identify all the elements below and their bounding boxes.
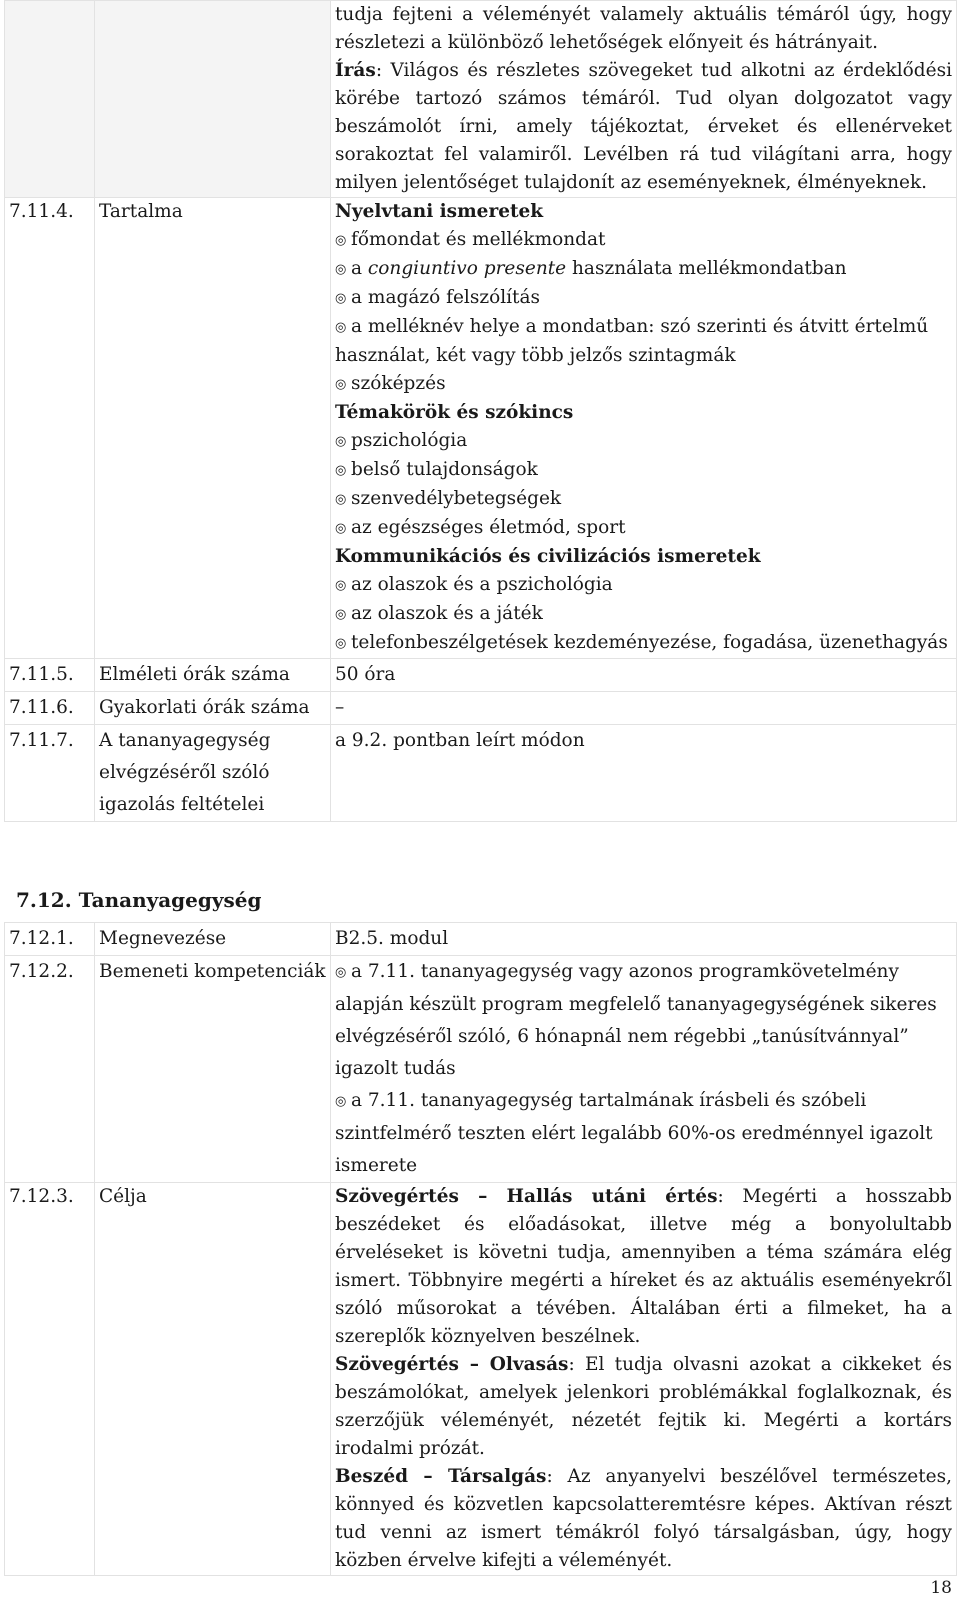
goal-paragraph: Szövegértés – Olvasás: El tudja olvasni azokat a cikkeket és beszámolókat, amelyek jelenkori problémákkal foglalkoznak, és szerzőjük véleményét, nézetét fejtik ki. Megérti a kortárs irodalmi prózát.	[335, 1354, 952, 1459]
list-item: ◎ szóképzés	[335, 370, 952, 399]
group-heading: Kommunikációs és civilizációs ismeretek	[335, 546, 761, 567]
row-number: 7.11.6.	[5, 692, 95, 725]
list-item: ◎ pszichológia	[335, 427, 952, 456]
list-item: ◎ a melléknév helye a mondatban: szó szerinti és átvitt értelmű használat, két vagy több jelzős szintagmák	[335, 316, 929, 366]
goal-paragraph: Szövegértés – Hallás utáni értés: Megérti a hosszabb beszédeket és előadásokat, illetve még a bonyolultabb érveléseket is követni tudja, amennyiben a téma számára elég ismert. Többnyire megérti a híreket és az aktuális eseményekről szóló műsorokat a tévében. Általában érti a filmeket, ha a szereplők köznyelven beszélnek.	[335, 1186, 952, 1347]
row-number: 7.12.1.	[5, 923, 95, 956]
row-number: 7.11.5.	[5, 659, 95, 692]
intro-text: tudja fejteni a véleményét valamely aktuális témáról úgy, hogy részletezi a különböző lehetőségek előnyeit és hátrányait.	[335, 4, 952, 53]
row-label: Tartalma	[95, 198, 331, 659]
list-item: ◎ a magázó felszólítás	[335, 284, 952, 313]
practice-hours-row	[5, 692, 957, 725]
name-row	[5, 923, 957, 956]
row-label: Célja	[95, 1183, 331, 1576]
page-number: 18	[930, 1578, 952, 1598]
list-item: ◎ az olaszok és a pszichológia	[335, 571, 952, 600]
writing-label: Írás	[335, 60, 376, 81]
goals-continuation-row	[5, 1, 957, 198]
empty-label-cell	[95, 1, 331, 198]
group-heading: Nyelvtani ismeretek	[335, 201, 544, 222]
bullet-icon: ◎	[335, 578, 347, 593]
row-label: Elméleti órák száma	[95, 659, 331, 692]
row-label: Bemeneti kompetenciák	[95, 956, 331, 1183]
row-number: 7.12.3.	[5, 1183, 95, 1576]
bullet-icon: ◎	[335, 463, 347, 478]
content-cell	[331, 198, 957, 659]
row-value: 50 óra	[331, 659, 957, 692]
writing-text: : Világos és részletes szövegeket tud alkotni az érdeklődési körébe tartozó számos témáról. Tud olyan dolgozatot vagy beszámolót írni, amely tájékoztat, érveket és ellenérveket sorakoztat fel valamiről. Levélben rá tud világítani arra, hogy milyen jelentőséget tulajdonít az eseményeknek, élményeknek.	[335, 60, 952, 193]
italic-term: congiuntivo presente	[367, 258, 567, 279]
row-label: A tananyagegység elvégzéséről szóló igazolás feltételei	[95, 725, 331, 822]
document-page	[4, 0, 956, 1571]
content-row	[5, 198, 957, 659]
list-item: ◎ szenvedélybetegségek	[335, 485, 952, 514]
goals-cell	[331, 1183, 957, 1576]
row-value: a 9.2. pontban leírt módon	[331, 725, 957, 822]
entry-competencies-row	[5, 956, 957, 1183]
row-label: Megnevezése	[95, 923, 331, 956]
bullet-icon: ◎	[335, 1094, 347, 1109]
row-number: 7.12.2.	[5, 956, 95, 1183]
empty-num-cell	[5, 1, 95, 198]
goal-paragraph: Beszéd – Társalgás: Az anyanyelvi beszélővel természetes, könnyed és közvetlen kapcsolatteremtésre képes. Aktívan részt tud venni az ismert témákról folyó társalgásban, úgy, hogy közben érvelve kifejti a véleményét.	[335, 1466, 952, 1571]
group-heading: Témakörök és szókincs	[335, 402, 574, 423]
list-item: ◎ az olaszok és a játék	[335, 600, 952, 629]
theory-hours-row	[5, 659, 957, 692]
certificate-row	[5, 725, 957, 822]
goals-row	[5, 1183, 957, 1576]
bullet-icon: ◎	[335, 233, 347, 248]
section-title: 7.12. Tananyagegység	[16, 888, 262, 912]
row-number: 7.11.4.	[5, 198, 95, 659]
list-item: ◎ belső tulajdonságok	[335, 456, 952, 485]
writing-paragraph	[335, 57, 952, 197]
unit-7-12-table	[4, 922, 957, 1576]
list-item: ◎ az egészséges életmód, sport	[335, 514, 952, 543]
bullet-icon: ◎	[335, 521, 347, 536]
goals-continuation-cell	[331, 1, 957, 198]
bullet-icon: ◎	[335, 965, 347, 980]
row-label: Gyakorlati órák száma	[95, 692, 331, 725]
bullet-icon: ◎	[335, 320, 347, 335]
list-item: ◎ a 7.11. tananyagegység tartalmának írásbeli és szóbeli szintfelmérő teszten elért legalább 60%-os eredménnyel igazolt ismerete	[335, 1085, 952, 1182]
row-number: 7.11.7.	[5, 725, 95, 822]
bullet-icon: ◎	[335, 434, 347, 449]
bullet-icon: ◎	[335, 291, 347, 306]
competency-list	[331, 956, 957, 1183]
bullet-icon: ◎	[335, 377, 347, 392]
bullet-icon: ◎	[335, 636, 347, 651]
row-value: B2.5. modul	[331, 923, 957, 956]
list-item: ◎ telefonbeszélgetések kezdeményezése, fogadása, üzenethagyás	[335, 629, 952, 658]
list-item: ◎ a congiuntivo presente használata mellékmondatban	[335, 255, 952, 284]
bullet-icon: ◎	[335, 492, 347, 507]
bullet-icon: ◎	[335, 262, 347, 277]
bullet-icon: ◎	[335, 607, 347, 622]
unit-7-11-table	[4, 0, 957, 822]
list-item: ◎ a 7.11. tananyagegység vagy azonos programkövetelmény alapján készült program megfelelő tananyagegységének sikeres elvégzéséről szóló, 6 hónapnál nem régebbi „tanúsítvánnyal” igazolt tudás	[335, 956, 952, 1085]
row-value: –	[331, 692, 957, 725]
list-item: ◎ főmondat és mellékmondat	[335, 226, 952, 255]
